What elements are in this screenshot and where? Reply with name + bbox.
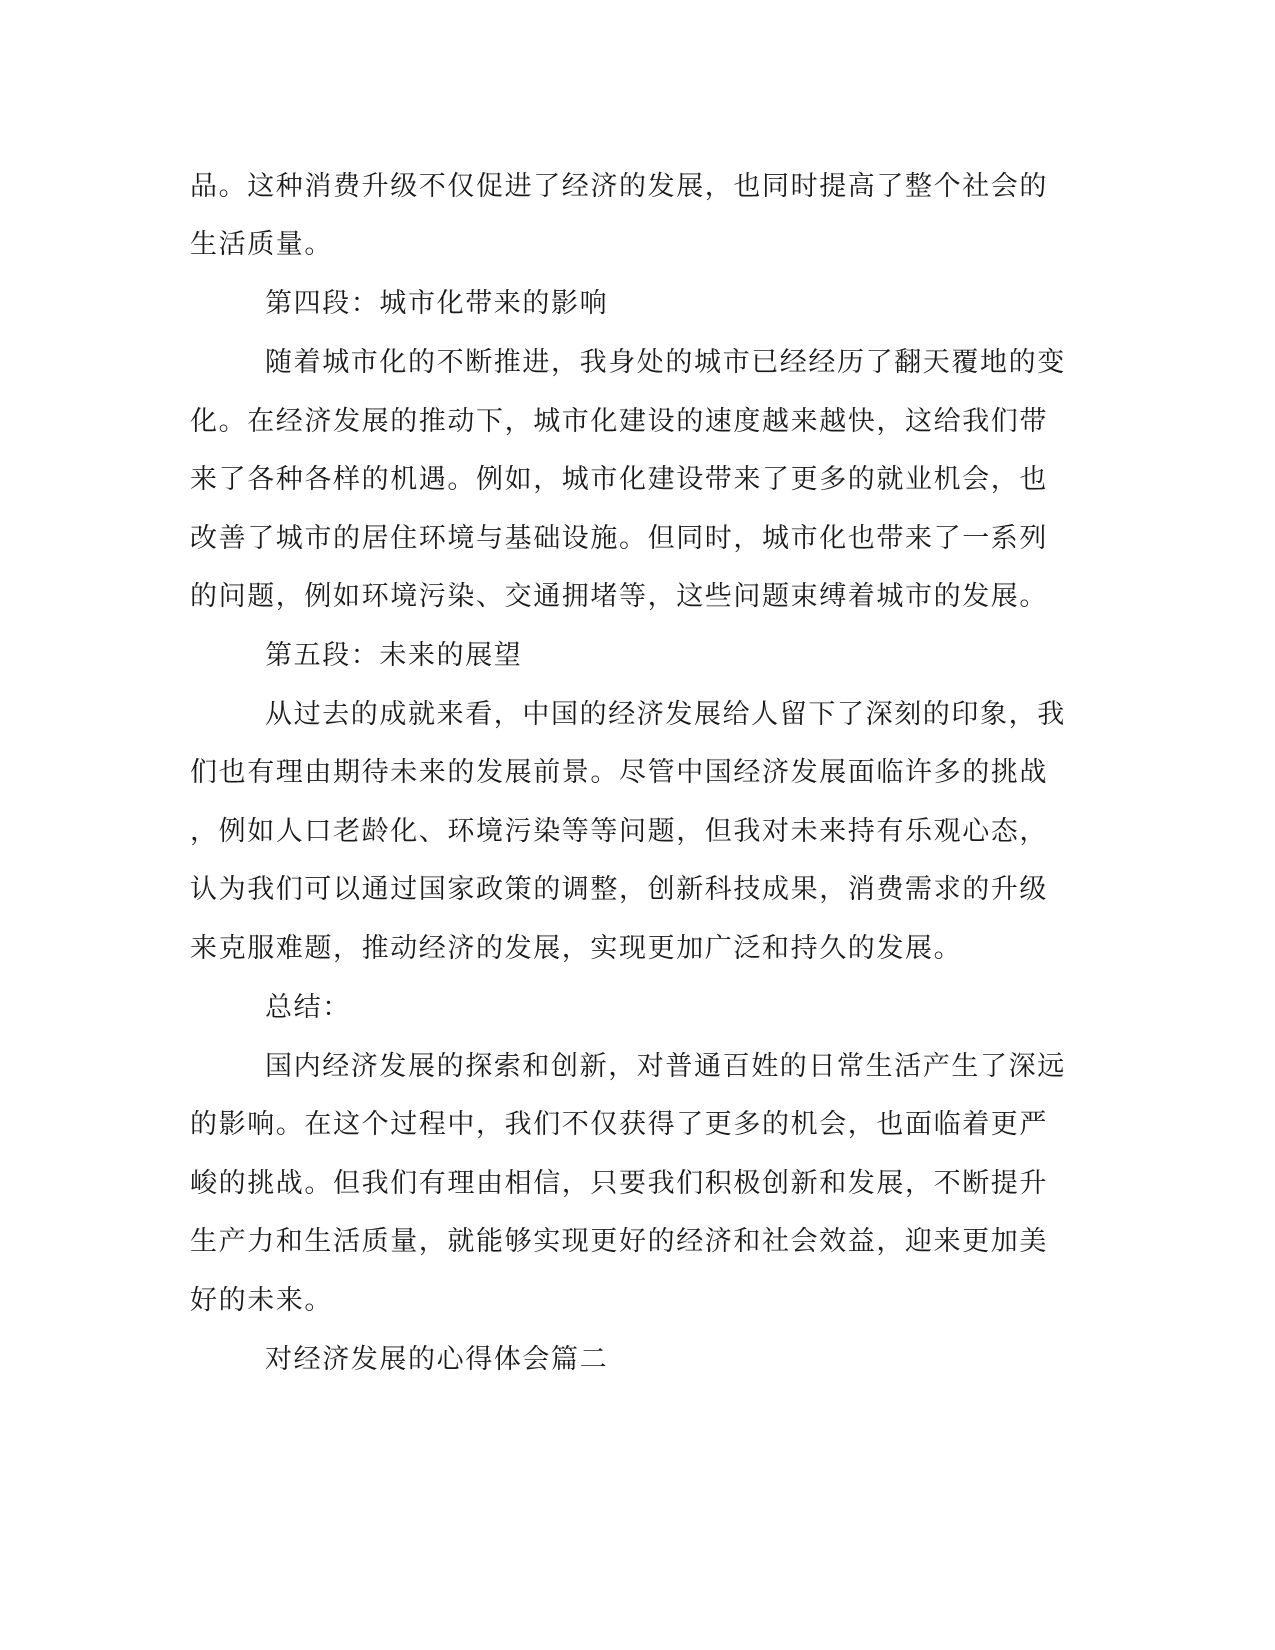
paragraph-line: 来了各种各样的机遇。例如，城市化建设带来了更多的就业机会，也: [190, 464, 1048, 495]
paragraph-line: 来克服难题，推动经济的发展，实现更加广泛和持久的发展。: [190, 933, 963, 964]
paragraph-line: 化。在经济发展的推动下，城市化建设的速度越来越快，这给我们带: [190, 406, 1048, 437]
paragraph-line: 峻的挑战。但我们有理由相信，只要我们积极创新和发展，不断提升: [190, 1168, 1048, 1199]
section-heading: 对经济发展的心得体会篇二: [265, 1344, 609, 1375]
paragraph-line: 国内经济发展的探索和创新，对普通百姓的日常生活产生了深远: [265, 1051, 1066, 1082]
paragraph-line: 生活质量。: [190, 229, 333, 260]
section-heading: 第四段：城市化带来的影响: [265, 288, 609, 319]
section-heading: 第五段：未来的展望: [265, 640, 523, 671]
paragraph-line: 品。这种消费升级不仅促进了经济的发展，也同时提高了整个社会的: [190, 171, 1048, 202]
paragraph-line: 改善了城市的居住环境与基础设施。但同时，城市化也带来了一系列: [190, 523, 1048, 554]
paragraph-line: 的影响。在这个过程中，我们不仅获得了更多的机会，也面临着更严: [190, 1109, 1048, 1140]
paragraph-line: 从过去的成就来看，中国的经济发展给人留下了深刻的印象，我: [265, 699, 1066, 730]
section-heading: 总结：: [265, 992, 351, 1023]
paragraph-line: 们也有理由期待未来的发展前景。尽管中国经济发展面临许多的挑战: [190, 757, 1048, 788]
paragraph-line: 的问题，例如环境污染、交通拥堵等，这些问题束缚着城市的发展。: [190, 581, 1048, 612]
paragraph-line: 认为我们可以通过国家政策的调整，创新科技成果，消费需求的升级: [190, 874, 1048, 905]
paragraph-line: 随着城市化的不断推进，我身处的城市已经经历了翻天覆地的变: [265, 347, 1066, 378]
paragraph-line: 好的未来。: [190, 1285, 333, 1316]
paragraph-line: ，例如人口老龄化、环境污染等等问题，但我对未来持有乐观心态，: [190, 816, 1048, 847]
paragraph-line: 生产力和生活质量，就能够实现更好的经济和社会效益，迎来更加美: [190, 1226, 1048, 1257]
